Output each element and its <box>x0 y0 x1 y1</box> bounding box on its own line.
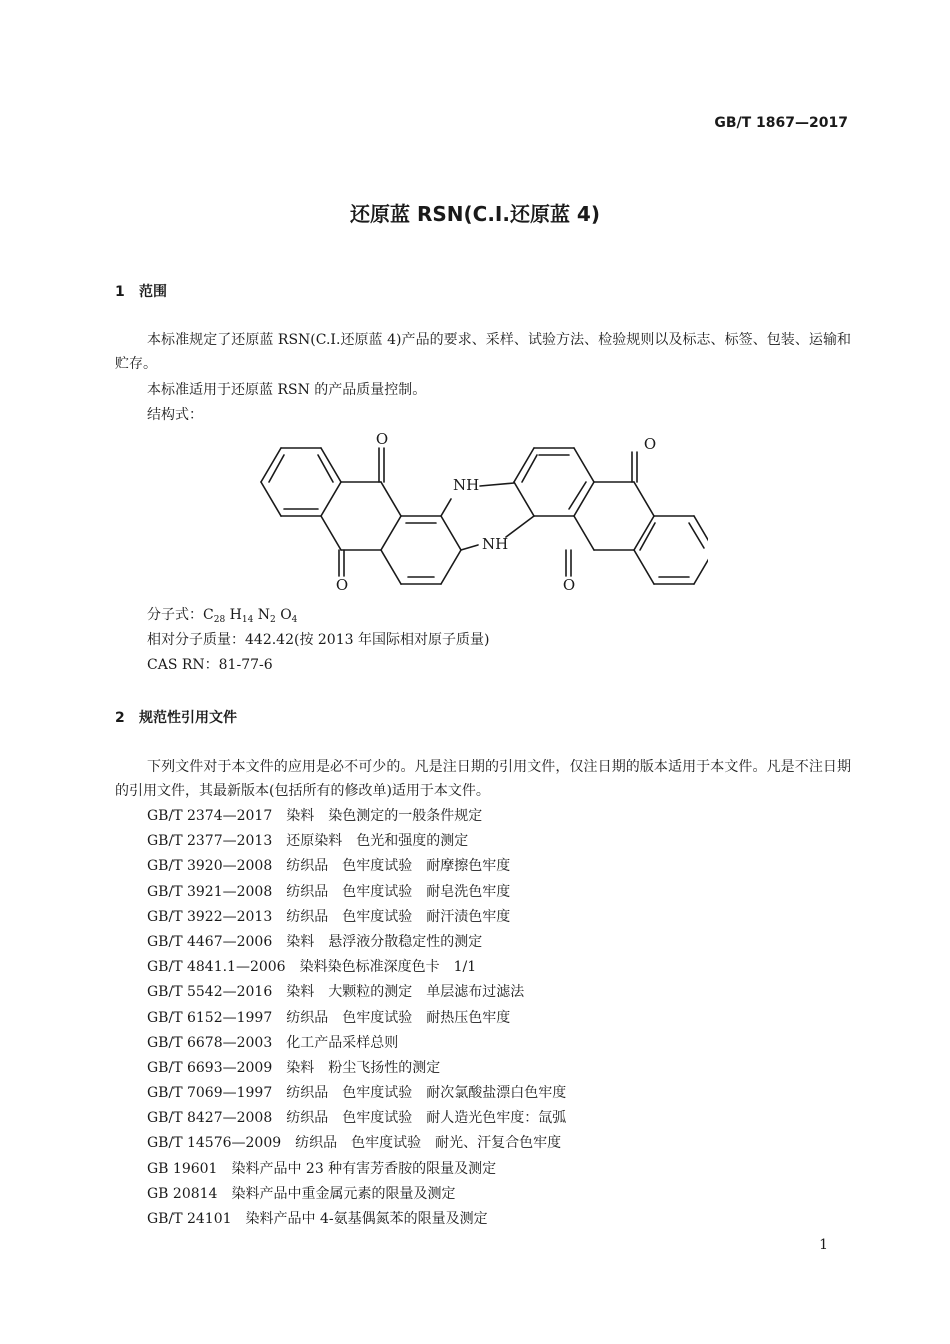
nh-group: NH <box>482 535 509 553</box>
structural-formula <box>248 426 708 598</box>
structure-label: 结构式： <box>147 407 203 423</box>
section-2-title: 规范性引用文件 <box>139 710 237 726</box>
section-2-heading <box>115 707 237 727</box>
reference-item: GB/T 2374—2017 染料 染色测定的一般条件规定 <box>147 808 483 824</box>
scope-paragraph-2: 本标准适用于还原蓝 RSN 的产品质量控制。 <box>147 382 427 398</box>
molecular-mass: 相对分子质量：442.42(按 2013 年国际相对原子质量) <box>147 632 490 648</box>
section-1-title: 范围 <box>139 284 167 300</box>
reference-item: GB/T 6693—2009 染料 粉尘飞扬性的测定 <box>147 1059 441 1076</box>
reference-item: GB/T 24101 染料产品中 4-氨基偶氮苯的限量及测定 <box>147 1211 488 1227</box>
reference-item: GB 20814 染料产品中重金属元素的限量及测定 <box>147 1185 456 1202</box>
reference-item: GB/T 7069—1997 纺织品 色牢度试验 耐次氯酸盐漂白色牢度 <box>147 1085 567 1102</box>
normative-references-paragraph: 下列文件对于本文件的应用是必不可少的。凡是注日期的引用文件，仅注日期的版本适用于本文件。凡是不注日期的引用文件，其最新版本(包括所有的修改单)适用于本文件。 <box>115 759 851 799</box>
reference-item: GB/T 6152—1997 纺织品 色牢度试验 耐热压色牢度 <box>147 1009 511 1026</box>
oxygen-atom: O <box>643 435 657 453</box>
reference-item: GB/T 3921—2008 纺织品 色牢度试验 耐皂洗色牢度 <box>147 883 511 900</box>
section-1-heading <box>115 281 167 301</box>
reference-list <box>147 804 566 1232</box>
reference-item: GB/T 6678—2003 化工产品采样总则 <box>147 1034 399 1051</box>
oxygen-atom: O <box>335 576 349 594</box>
section-2-number: 2 <box>115 710 125 726</box>
reference-item: GB/T 4841.1—2006 染料染色标准深度色卡 1/1 <box>147 959 477 976</box>
reference-item: GB/T 3922—2013 纺织品 色牢度试验 耐汗渍色牢度 <box>147 908 511 925</box>
reference-item: GB/T 3920—2008 纺织品 色牢度试验 耐摩擦色牢度 <box>147 858 511 875</box>
reference-item: GB/T 5542—2016 染料 大颗粒的测定 单层滤布过滤法 <box>147 984 525 1001</box>
reference-item: GB/T 2377—2013 还原染料 色光和强度的测定 <box>147 833 469 850</box>
reference-item: GB/T 8427—2008 纺织品 色牢度试验 耐人造光色牢度：氙弧 <box>147 1110 567 1127</box>
cas-number: CAS RN：81-77-6 <box>147 657 273 673</box>
reference-item: GB 19601 染料产品中 23 种有害芳香胺的限量及测定 <box>147 1160 497 1177</box>
page-number: 1 <box>819 1237 828 1253</box>
document-title: 还原蓝 RSN(C.I.还原蓝 4) <box>350 202 600 226</box>
reference-item: GB/T 4467—2006 染料 悬浮液分散稳定性的测定 <box>147 933 483 950</box>
molecular-formula: 分子式：$C_{28}$ $H_{14}$ $N_2$ $O_4$ <box>147 607 298 625</box>
oxygen-atom: O <box>375 430 389 448</box>
section-1-number: 1 <box>115 284 125 300</box>
nh-group: NH <box>453 476 480 494</box>
scope-paragraph-1: 本标准规定了还原蓝 RSN(C.I.还原蓝 4)产品的要求、采样、试验方法、检验规则以及标志、标签、包装、运输和贮存。 <box>115 332 851 372</box>
standard-code: GB/T 1867—2017 <box>714 115 848 131</box>
oxygen-atom: O <box>562 576 576 594</box>
reference-item: GB/T 14576—2009 纺织品 色牢度试验 耐光、汗复合色牢度 <box>147 1135 562 1152</box>
